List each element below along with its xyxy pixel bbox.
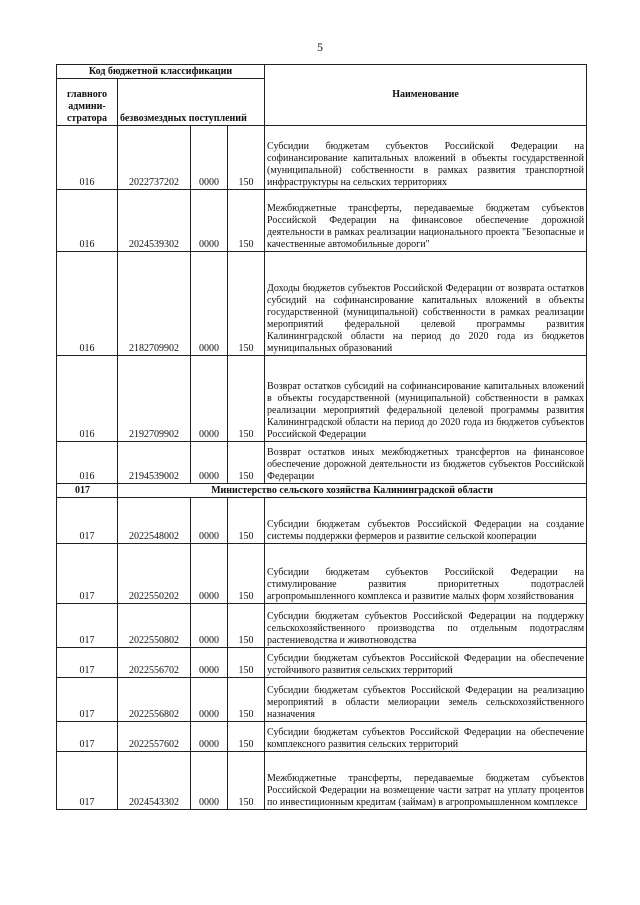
table-row — [57, 648, 587, 678]
income-code-class: 150 — [228, 722, 265, 752]
name-column-header: Наименование — [265, 65, 587, 126]
table-row — [57, 126, 587, 190]
income-code-sub: 0000 — [191, 252, 228, 356]
table-row — [57, 544, 587, 604]
page-number: 5 — [317, 40, 323, 54]
income-code-main: 2022548002 — [118, 498, 191, 544]
income-name: Субсидии бюджетам субъектов Российской Федерации на софинансирование капитальных вложений в объекты государственной (муниципальной) собственности в рамках развития транспортной инфраструктуры на сельских территориях — [265, 126, 587, 190]
income-name: Межбюджетные трансферты, передаваемые бюджетам субъектов Российской Федерации на финансовое обеспечение дорожной деятельности в рамках реализации национального проекта "Безопасные и качественные автомобильные дороги" — [265, 190, 587, 252]
income-code-sub: 0000 — [191, 442, 228, 484]
income-code-sub: 0000 — [191, 126, 228, 190]
income-name: Субсидии бюджетам субъектов Российской Федерации на стимулирование развития приоритетных подотраслей агропромышленного комплекса и развитие малых форм хозяйствования — [265, 544, 587, 604]
table-row — [57, 678, 587, 722]
admin-column-header: главного админи-стратора — [57, 79, 118, 126]
income-code-main: 2022550202 — [118, 544, 191, 604]
income-code-main: 2192709902 — [118, 356, 191, 442]
income-code-class: 150 — [228, 126, 265, 190]
income-column-header: безвозмездных поступлений — [118, 79, 265, 126]
income-code-sub: 0000 — [191, 752, 228, 810]
income-code-main: 2024543302 — [118, 752, 191, 810]
income-code-class: 150 — [228, 544, 265, 604]
admin-code: 017 — [57, 722, 118, 752]
table-row — [57, 498, 587, 544]
admin-code: 016 — [57, 126, 118, 190]
department-title: Министерство сельского хозяйства Калининградской области — [118, 484, 587, 498]
admin-code: 017 — [57, 678, 118, 722]
department-row — [57, 484, 587, 498]
income-code-class: 150 — [228, 356, 265, 442]
income-name: Доходы бюджетов субъектов Российской Федерации от возврата остатков субсидий на софинансирование капитальных вложений в объекты государственной (муниципальной) собственности в рамках реализации мероприятий федеральной целевой программы развития Калининградской области на период до 2020 года из бюджетов муниципальных образований — [265, 252, 587, 356]
income-name: Субсидии бюджетам субъектов Российской Федерации на поддержку сельскохозяйственного производства по отдельным подотраслям растениеводства и животноводства — [265, 604, 587, 648]
income-code-sub: 0000 — [191, 678, 228, 722]
table-row — [57, 604, 587, 648]
budget-classification-table — [56, 64, 587, 810]
admin-code: 016 — [57, 252, 118, 356]
table-body — [57, 126, 587, 810]
admin-code: 016 — [57, 356, 118, 442]
income-code-class: 150 — [228, 752, 265, 810]
income-code-main: 2022737202 — [118, 126, 191, 190]
admin-code: 016 — [57, 190, 118, 252]
income-code-sub: 0000 — [191, 498, 228, 544]
admin-code: 016 — [57, 442, 118, 484]
table-row — [57, 356, 587, 442]
income-code-class: 150 — [228, 190, 265, 252]
income-name: Субсидии бюджетам субъектов Российской Федерации на реализацию мероприятий в области мелиорации земель сельскохозяйственного назначения — [265, 678, 587, 722]
admin-code: 017 — [57, 544, 118, 604]
income-code-main: 2022550802 — [118, 604, 191, 648]
income-code-sub: 0000 — [191, 544, 228, 604]
income-code-class: 150 — [228, 678, 265, 722]
income-name: Субсидии бюджетам субъектов Российской Федерации на обеспечение устойчивого развития сельских территорий — [265, 648, 587, 678]
income-code-main: 2182709902 — [118, 252, 191, 356]
table-header-row — [57, 65, 587, 79]
income-name: Возврат остатков субсидий на софинансирование капитальных вложений в объекты государственной (муниципальной) собственности в рамках реализации мероприятий федеральной целевой программы развития Калининградской области на период до 2020 года из бюджетов субъектов Российской Федерации — [265, 356, 587, 442]
admin-code: 017 — [57, 484, 118, 498]
table-row — [57, 252, 587, 356]
income-code-sub: 0000 — [191, 356, 228, 442]
table-row — [57, 442, 587, 484]
income-code-main: 2022557602 — [118, 722, 191, 752]
admin-code: 017 — [57, 604, 118, 648]
income-name: Межбюджетные трансферты, передаваемые бюджетам субъектов Российской Федерации на возмещение части затрат на уплату процентов по инвестиционным кредитам (займам) в агропромышленном комплексе — [265, 752, 587, 810]
income-name: Возврат остатков иных межбюджетных трансфертов на финансовое обеспечение дорожной деятельности из бюджетов субъектов Российской Федерации — [265, 442, 587, 484]
admin-code: 017 — [57, 498, 118, 544]
income-code-main: 2024539302 — [118, 190, 191, 252]
income-code-class: 150 — [228, 252, 265, 356]
table-row — [57, 752, 587, 810]
admin-code: 017 — [57, 752, 118, 810]
table-row — [57, 190, 587, 252]
table-row — [57, 722, 587, 752]
admin-code: 017 — [57, 648, 118, 678]
income-code-main: 2022556802 — [118, 678, 191, 722]
income-code-sub: 0000 — [191, 604, 228, 648]
income-code-class: 150 — [228, 498, 265, 544]
income-name: Субсидии бюджетам субъектов Российской Федерации на создание системы поддержки фермеров и развитие сельской кооперации — [265, 498, 587, 544]
income-name: Субсидии бюджетам субъектов Российской Федерации на обеспечение комплексного развития сельских территорий — [265, 722, 587, 752]
income-code-class: 150 — [228, 604, 265, 648]
income-code-main: 2194539002 — [118, 442, 191, 484]
income-code-sub: 0000 — [191, 648, 228, 678]
income-code-main: 2022556702 — [118, 648, 191, 678]
income-code-sub: 0000 — [191, 190, 228, 252]
income-code-class: 150 — [228, 648, 265, 678]
income-code-class: 150 — [228, 442, 265, 484]
income-code-sub: 0000 — [191, 722, 228, 752]
budget-code-header: Код бюджетной классификации — [57, 65, 265, 79]
